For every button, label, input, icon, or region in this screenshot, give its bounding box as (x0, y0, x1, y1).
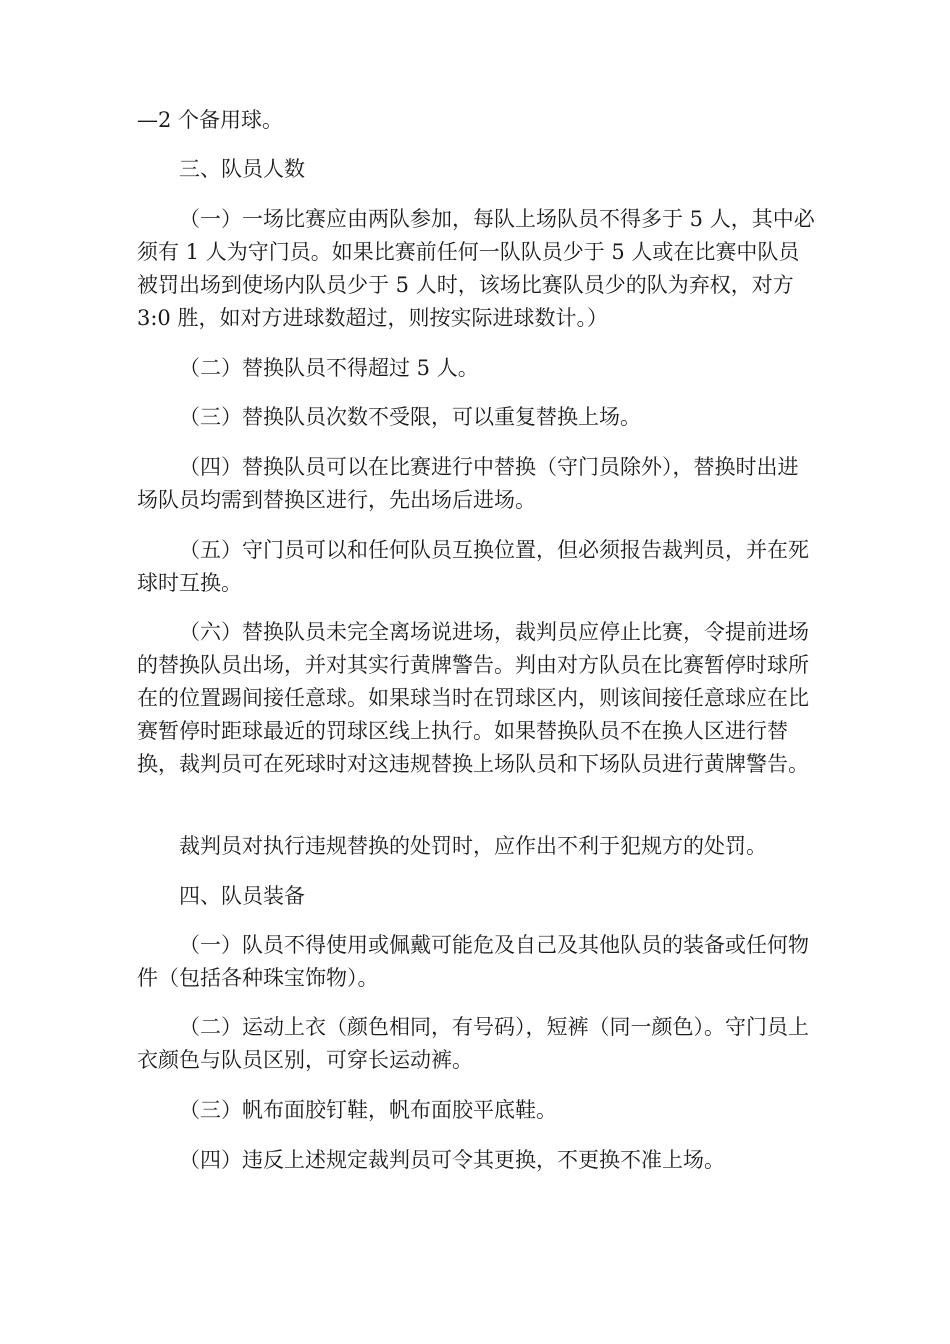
paragraph-spare-balls: —2 个备用球。 (137, 108, 284, 132)
paragraph-rule-3-4: （四）替换队员可以在比赛进行中替换（守门员除外），替换时出进场队员均需到替换区进行，先出场后进场。 (137, 455, 799, 512)
paragraph-rule-3-3: （三）替换队员次数不受限，可以重复替换上场。 (179, 405, 641, 429)
paragraph-rule-3-5: （五）守门员可以和任何队员互换位置，但必须报告裁判员，并在死球时互换。 (137, 538, 809, 595)
section-heading-equipment: 四、队员装备 (179, 884, 305, 908)
paragraph-referee-penalty: 裁判员对执行违规替换的处罚时，应作出不利于犯规方的处罚。 (179, 834, 767, 858)
section-heading-player-count: 三、队员人数 (179, 157, 305, 181)
paragraph-rule-3-2: （二）替换队员不得超过 5 人。 (179, 356, 479, 380)
paragraph-rule-3-1: （一）一场比赛应由两队参加，每队上场队员不得多于 5 人，其中必须有 1 人为守门员。如果比赛前任何一队队员少于 5 人或在比赛中队员被罚出场到使场内队员少于 5 人时，该场比赛队员少的队为弃权，对方 3:0 胜，如对方进球数超过，则按实际进球数计。） (137, 207, 815, 330)
paragraph-rule-4-1: （一）队员不得使用或佩戴可能危及自己及其他队员的装备或任何物件（包括各种珠宝饰物）。 (137, 933, 809, 990)
paragraph-rule-4-4: （四）违反上述规定裁判员可令其更换，不更换不准上场。 (179, 1148, 725, 1172)
paragraph-rule-4-2: （二）运动上衣（颜色相同，有号码），短裤（同一颜色）。守门员上衣颜色与队员区别，可穿长运动裤。 (137, 1015, 809, 1072)
paragraph-rule-4-3: （三）帆布面胶钉鞋，帆布面胶平底鞋。 (179, 1098, 557, 1122)
paragraph-rule-3-6: （六）替换队员未完全离场说进场，裁判员应停止比赛，令提前进场的替换队员出场，并对其实行黄牌警告。判由对方队员在比赛暂停时球所在的位置踢间接任意球。如果球当时在罚球区内，则该间接任意球应在比赛暂停时距球最近的罚球区线上执行。如果替换队员不在换人区进行替换，裁判员可在死球时对这违规替换上场队员和下场队员进行黄牌警告。 (137, 620, 809, 776)
